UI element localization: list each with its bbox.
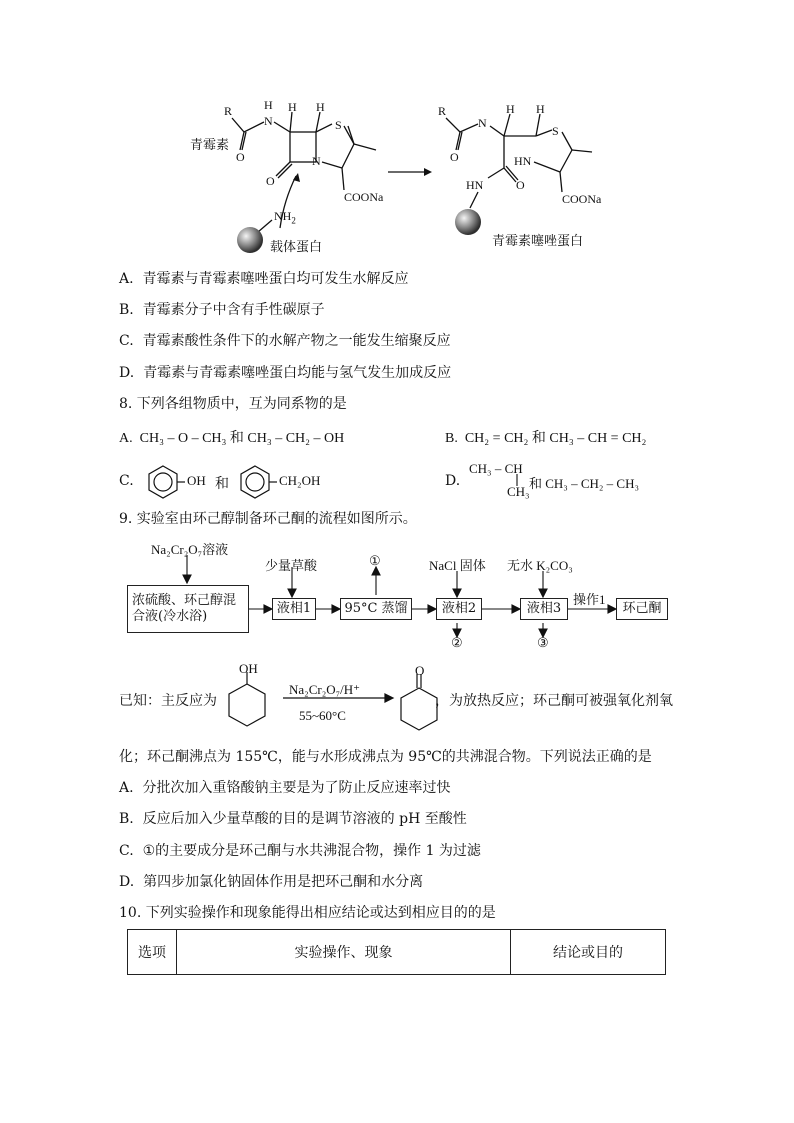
q9-option-b: [119, 810, 467, 828]
atom-n-right1: N: [478, 116, 487, 130]
atom-o-right2: O: [516, 178, 525, 192]
q7-option-c-text: 青霉素酸性条件下的水解产物之一能发生缩聚反应: [142, 333, 451, 349]
q7-option-d-text: 青霉素与青霉素噻唑蛋白均能与氢气发生加成反应: [143, 365, 452, 381]
q9-option-b-text: 反应后加入少量草酸的目的是调节溶液的 pH 至酸性: [142, 811, 467, 827]
q8-option-b-key: B.: [445, 431, 458, 446]
flow-box-liquid1: 液相1: [272, 598, 316, 620]
q8-option-c: [119, 460, 419, 500]
q9-known-prefix: 已知：主反应为: [119, 693, 217, 709]
atom-coona-right: COONa: [562, 192, 602, 206]
q8-option-c-key: C.: [119, 473, 134, 489]
q8-option-d-top: CH₃ – CH: [469, 461, 523, 476]
flow-box-distill: 95°C 蒸馏: [340, 598, 412, 620]
atom-hn-right2: HN: [466, 178, 484, 192]
q7-option-d: [119, 364, 451, 382]
atom-coona-left: COONa: [344, 190, 384, 204]
q8-option-d-bottom: CH₃: [507, 484, 530, 499]
flow-box-start: [127, 585, 249, 633]
atom-o-left1: O: [236, 150, 245, 164]
q8-option-d: [445, 458, 685, 500]
q9-option-d: [119, 873, 423, 891]
flow-box-start-line2: 合液(冷水浴): [132, 609, 208, 624]
q8-option-b: [445, 430, 646, 448]
q9-option-c-key: C.: [119, 843, 134, 859]
flow-mark-1: ①: [369, 553, 381, 568]
q8-stem: 8. 下列各组物质中，互为同系物的是: [119, 396, 347, 412]
atom-nh2: $NH_2$: [274, 209, 296, 226]
flow-box-liquid3: 液相3: [520, 598, 568, 620]
q9-known-suffix: ，为放热反应；环己酮可被强氧化剂氧: [435, 693, 673, 709]
reaction-figure: [180, 96, 620, 261]
q8-option-d-key: D.: [445, 473, 461, 489]
carrier-protein-ball: [237, 227, 263, 253]
product-protein-ball: [455, 209, 481, 235]
atom-n-left1: N: [264, 114, 273, 128]
q10-header-option: 选项: [128, 930, 177, 975]
q9-known-reaction: [119, 660, 679, 740]
q7-option-a-text: 青霉素与青霉素噻唑蛋白均可发生水解反应: [142, 271, 409, 287]
q9-oh-label: OH: [239, 661, 258, 676]
atom-o-left2: O: [266, 174, 275, 188]
q7-option-a-key: A.: [119, 271, 134, 287]
atom-s-right: S: [552, 124, 559, 138]
flow-reagent-dichromate: Na₂Cr₂O₇溶液: [151, 542, 229, 557]
atom-h-left3: H: [316, 100, 325, 114]
q9-flowchart: [119, 535, 679, 655]
q9-condition-top: Na₂Cr₂O₇/H⁺: [289, 682, 361, 697]
flow-box-product: 环己酮: [616, 598, 668, 620]
flow-box-liquid2: 液相2: [436, 598, 482, 620]
q10-table: [127, 929, 666, 975]
flow-box-start-line1: 浓硫酸、环己醇混: [132, 593, 237, 608]
product-label: 青霉素噻唑蛋白: [492, 234, 584, 249]
q8-option-d-rest: 和 CH₃ – CH₂ – CH₃: [529, 476, 640, 491]
flow-mark-3: ③: [537, 635, 549, 650]
q9-o-label: O: [415, 663, 425, 678]
q8-option-c-and: 和: [215, 476, 229, 492]
q10-header-operation: 实验操作、现象: [177, 930, 511, 975]
q8-option-b-text: CH₂ = CH₂ 和 CH₃ – CH = CH₂: [464, 431, 647, 446]
q9-option-b-key: B.: [119, 811, 134, 827]
atom-o-right1: O: [450, 150, 459, 164]
q10-table-header-row: [128, 930, 666, 975]
q7-option-c: [119, 332, 451, 350]
flow-op1: 操作1: [573, 592, 606, 607]
q7-option-d-key: D.: [119, 365, 135, 381]
flow-mark-2: ②: [451, 635, 463, 650]
atom-h-left2: H: [288, 100, 297, 114]
atom-hn-right: HN: [514, 154, 532, 168]
q8-option-a-text: CH₃ – O – CH₃ 和 CH₃ – CH₂ – OH: [139, 431, 345, 446]
q7-option-b-key: B.: [119, 302, 134, 318]
atom-r-right: R: [438, 104, 447, 118]
q7-option-b: [119, 301, 325, 319]
q9-option-c-text: ①的主要成分是环己酮与水共沸混合物，操作 1 为过滤: [142, 843, 481, 859]
q10-header-conclusion: 结论或目的: [511, 930, 666, 975]
q9-option-a-text: 分批次加入重铬酸钠主要是为了防止反应速率过快: [142, 780, 451, 796]
atom-h-right1: H: [506, 102, 515, 116]
q9-known-line2: 化；环己酮沸点为 155℃，能与水形成沸点为 95℃的共沸混合物。下列说法正确的是: [119, 749, 652, 765]
q8-option-c-oh: OH: [187, 473, 206, 488]
q10-stem: 10. 下列实验操作和现象能得出相应结论或达到相应目的的是: [119, 905, 496, 921]
q9-option-a: [119, 779, 450, 797]
q8-option-a-key: A.: [119, 431, 133, 446]
flow-reagent-oxalic: 少量草酸: [265, 558, 318, 573]
q9-condition-bottom: 55~60°C: [299, 708, 346, 723]
atom-s-left: S: [335, 118, 342, 132]
flow-reagent-nacl: NaCl 固体: [429, 558, 486, 573]
q7-option-b-text: 青霉素分子中含有手性碳原子: [142, 302, 325, 318]
atom-h-left1: H: [264, 98, 273, 112]
q9-option-c: [119, 842, 481, 860]
atom-h-right2: H: [536, 102, 545, 116]
penicillin-label: 青霉素: [190, 138, 230, 153]
q7-option-c-key: C.: [119, 333, 134, 349]
flow-reagent-k2co3: 无水 K₂CO₃: [507, 558, 573, 573]
q8-option-c-ch2oh: CH₂OH: [279, 473, 321, 488]
atom-r-left: R: [224, 104, 233, 118]
q9-option-a-key: A.: [119, 780, 134, 796]
q7-option-a: [119, 270, 408, 288]
q9-stem: 9. 实验室由环己醇制备环己酮的流程如图所示。: [119, 511, 417, 527]
atom-n-left2: N: [312, 154, 321, 168]
q9-option-d-text: 第四步加氯化钠固体作用是把环己酮和水分离: [143, 874, 424, 890]
carrier-protein-label: 载体蛋白: [270, 240, 323, 255]
q8-option-a: [119, 430, 344, 448]
q9-option-d-key: D.: [119, 874, 135, 890]
